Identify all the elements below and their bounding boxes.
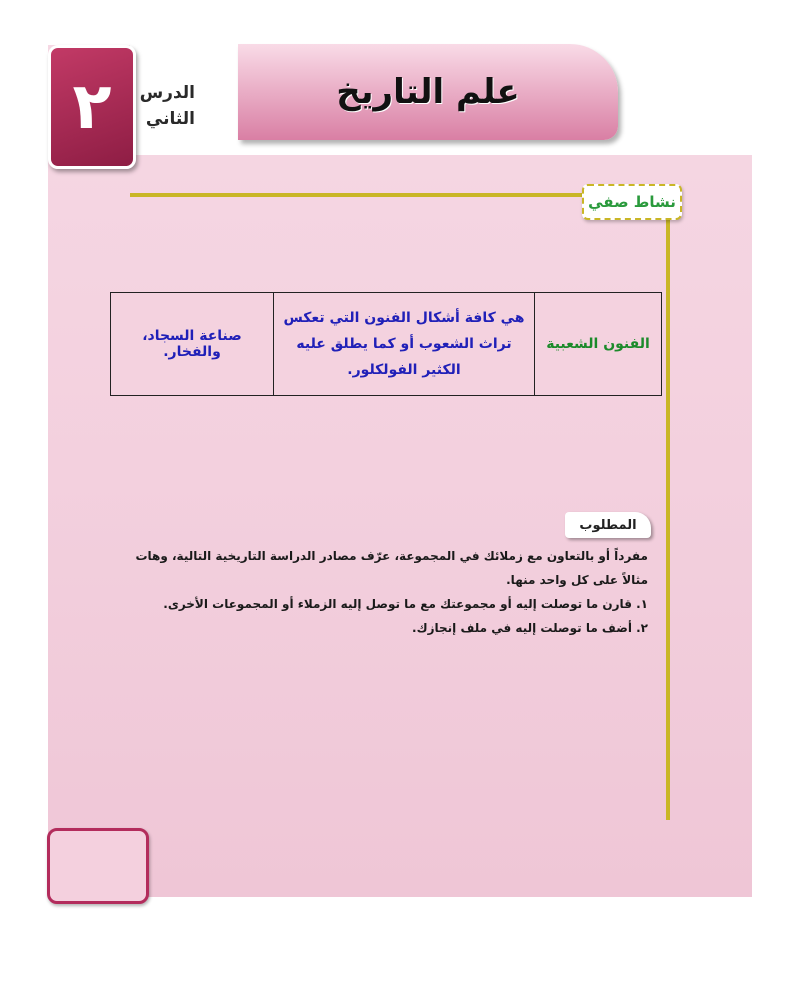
instructions-intro: مفرداً أو بالتعاون مع زملائك في المجموعة، عرّف مصادر الدراسة التاريخية التالية، وهات مثالاً على كل واحد منها.: [135, 549, 648, 587]
page-title: علم التاريخ: [336, 72, 520, 112]
instructions-step-2: ٢. أضف ما توصلت إليه في ملف إنجازك.: [412, 621, 648, 635]
instructions-step-1: ١. قارن ما توصلت إليه أو مجموعتك مع ما توصل إليه الزملاء أو المجموعات الأخرى.: [163, 597, 648, 611]
lesson-label: [135, 80, 195, 132]
lesson-label-line1: الدرس: [139, 83, 195, 103]
definition-table: [110, 292, 662, 396]
requirement-tag: [565, 512, 651, 538]
example-cell: صناعة السجاد، والفخار.: [111, 293, 274, 396]
requirement-label: المطلوب: [579, 517, 637, 533]
lesson-number-badge: [48, 45, 136, 169]
activity-tag-label: نشاط صفي: [588, 193, 676, 211]
table-row: [111, 293, 662, 396]
instructions: [128, 544, 648, 640]
lesson-label-line2: الثاني: [145, 109, 195, 129]
definition-cell: هي كافة أشكال الفنون التي تعكس تراث الشعوب أو كما يطلق عليه الكثير الفولكلور.: [274, 293, 535, 396]
title-banner: [238, 44, 618, 140]
term-cell: الفنون الشعبية: [535, 293, 662, 396]
vertical-rule: [666, 215, 670, 820]
lesson-number: ٢: [72, 70, 112, 144]
page-background: [48, 45, 752, 897]
page-corner-tab: [47, 828, 149, 904]
horizontal-rule: [130, 193, 582, 197]
activity-tag: [582, 184, 682, 220]
